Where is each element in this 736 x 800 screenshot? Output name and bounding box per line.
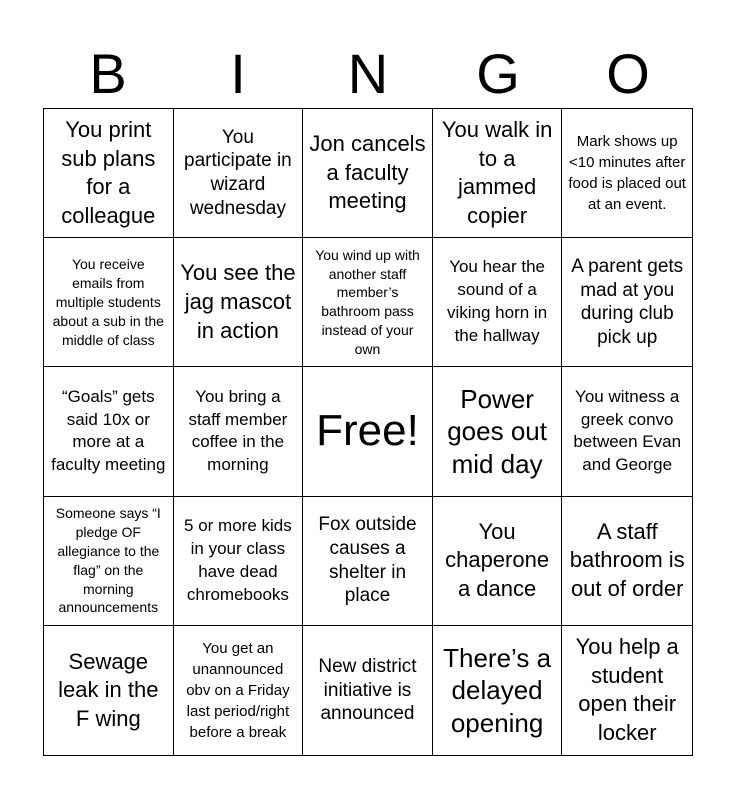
bingo-cell[interactable]: A staff bathroom is out of order: [562, 497, 692, 626]
bingo-cell[interactable]: “Goals” gets said 10x or more at a faculty meeting: [44, 367, 174, 496]
header-letter-b: B: [89, 42, 127, 105]
bingo-cell[interactable]: You get an unannounced obv on a Friday last period/right before a break: [174, 626, 304, 755]
free-space[interactable]: Free!: [303, 367, 433, 496]
bingo-cell[interactable]: Sewage leak in the F wing: [44, 626, 174, 755]
bingo-cell[interactable]: You print sub plans for a colleague: [44, 109, 174, 238]
header-letter-i: I: [230, 42, 246, 105]
bingo-cell[interactable]: You chaperone a dance: [433, 497, 563, 626]
bingo-cell[interactable]: You walk in to a jammed copier: [433, 109, 563, 238]
bingo-cell[interactable]: Jon cancels a faculty meeting: [303, 109, 433, 238]
header-letter-g: G: [476, 42, 520, 105]
bingo-cell[interactable]: You see the jag mascot in action: [174, 238, 304, 367]
bingo-cell[interactable]: You hear the sound of a viking horn in the hallway: [433, 238, 563, 367]
bingo-cell[interactable]: Fox outside causes a shelter in place: [303, 497, 433, 626]
bingo-cell[interactable]: Power goes out mid day: [433, 367, 563, 496]
bingo-cell[interactable]: You bring a staff member coffee in the morning: [174, 367, 304, 496]
bingo-header: [43, 40, 693, 108]
bingo-cell[interactable]: You witness a greek convo between Evan and George: [562, 367, 692, 496]
bingo-cell[interactable]: Someone says “I pledge OF allegiance to the flag” on the morning announcements: [44, 497, 174, 626]
bingo-cell[interactable]: New district initiative is announced: [303, 626, 433, 755]
bingo-cell[interactable]: You receive emails from multiple students about a sub in the middle of class: [44, 238, 174, 367]
header-letter-n: N: [347, 42, 389, 105]
bingo-cell[interactable]: 5 or more kids in your class have dead chromebooks: [174, 497, 304, 626]
header-letter-o: O: [606, 42, 650, 105]
bingo-cell[interactable]: You wind up with another staff member’s bathroom pass instead of your own: [303, 238, 433, 367]
bingo-cell[interactable]: You participate in wizard wednesday: [174, 109, 304, 238]
bingo-cell[interactable]: Mark shows up <10 minutes after food is placed out at an event.: [562, 109, 692, 238]
bingo-cell[interactable]: There’s a delayed opening: [433, 626, 563, 755]
bingo-cell[interactable]: A parent gets mad at you during club pick up: [562, 238, 692, 367]
bingo-cell[interactable]: You help a student open their locker: [575, 634, 679, 745]
bingo-board: [43, 108, 693, 756]
